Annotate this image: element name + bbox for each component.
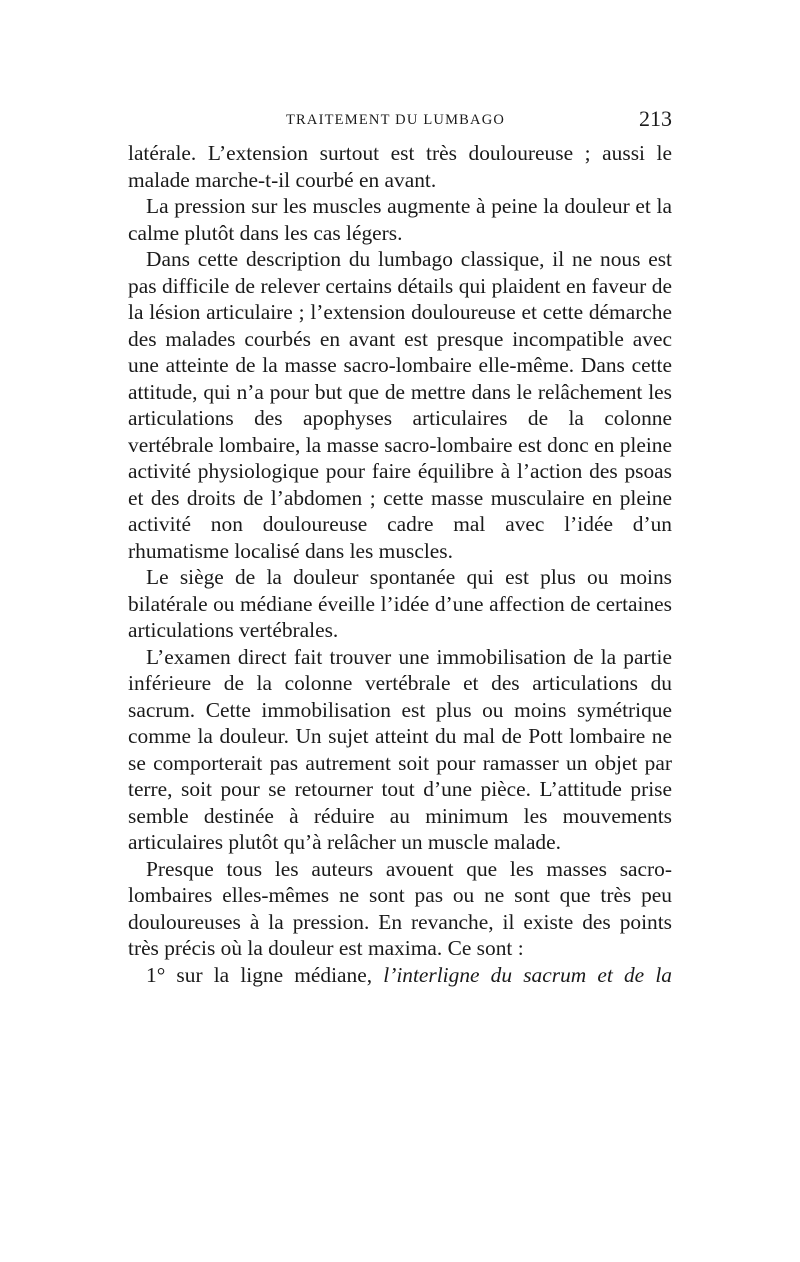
paragraph-3: Dans cette description du lumbago classique, il ne nous est pas difficile de relever certains détails qui plaident en faveur de la lésion articulaire ; l’extension douloureuse et cette démarche des malades courbés en avant est presque incompatible avec une atteinte de la masse sacro-lombaire elle-même. Dans cette attitude, qui n’a pour but que de mettre dans le relâchement les articulations des apophyses articulaires de la colonne vertébrale lombaire, la masse sacro-lombaire est donc en pleine activité physiologique pour faire équilibre à l’action des psoas et des droits de l’abdomen ; cette masse musculaire en pleine activité non douloureuse cadre mal avec l’idée d’un rhumatisme localisé dans les muscles. (128, 247, 672, 563)
body-text (128, 140, 672, 988)
list-item-italic-text: l’interligne du sacrum et de la (383, 962, 672, 987)
paragraph-5: L’examen direct fait trouver une immobilisation de la partie inférieure de la colonne vertébrale et des articulations du sacrum. Cette immobilisation est plus ou moins symétrique comme la douleur. Un sujet atteint du mal de Pott lombaire ne se comporterait pas autrement soit pour ramasser un objet par terre, soit pour se retourner tout d’une pièce. L’attitude prise semble destinée à réduire au minimum les mouvements articulaires plutôt qu’à relâcher un muscle malade. (128, 644, 672, 854)
list-item-prefix: 1° sur la ligne médiane, (146, 962, 384, 987)
paragraph-1: latérale. L’extension surtout est très douloureuse ; aussi le malade marche-t-il courbé en avant. (128, 141, 672, 192)
running-head (128, 108, 672, 138)
paragraph-2: La pression sur les muscles augmente à peine la douleur et la calme plutôt dans les cas légers. (128, 194, 672, 245)
paragraph-4: Le siège de la douleur spontanée qui est plus ou moins bilatérale ou médiane éveille l’idée d’une affection de certaines articulations vertébrales. (128, 565, 672, 642)
paragraph-7 (128, 962, 672, 989)
running-title: TRAITEMENT DU LUMBAGO (286, 112, 506, 128)
paragraph-6: Presque tous les auteurs avouent que les masses sacro-lombaires elles-mêmes ne sont pas ou ne sont que très peu douloureuses à la pression. En revanche, il existe des points très précis où la douleur est maxima. Ce sont : (128, 856, 672, 960)
page-number: 213 (639, 106, 672, 131)
book-page (128, 108, 672, 988)
